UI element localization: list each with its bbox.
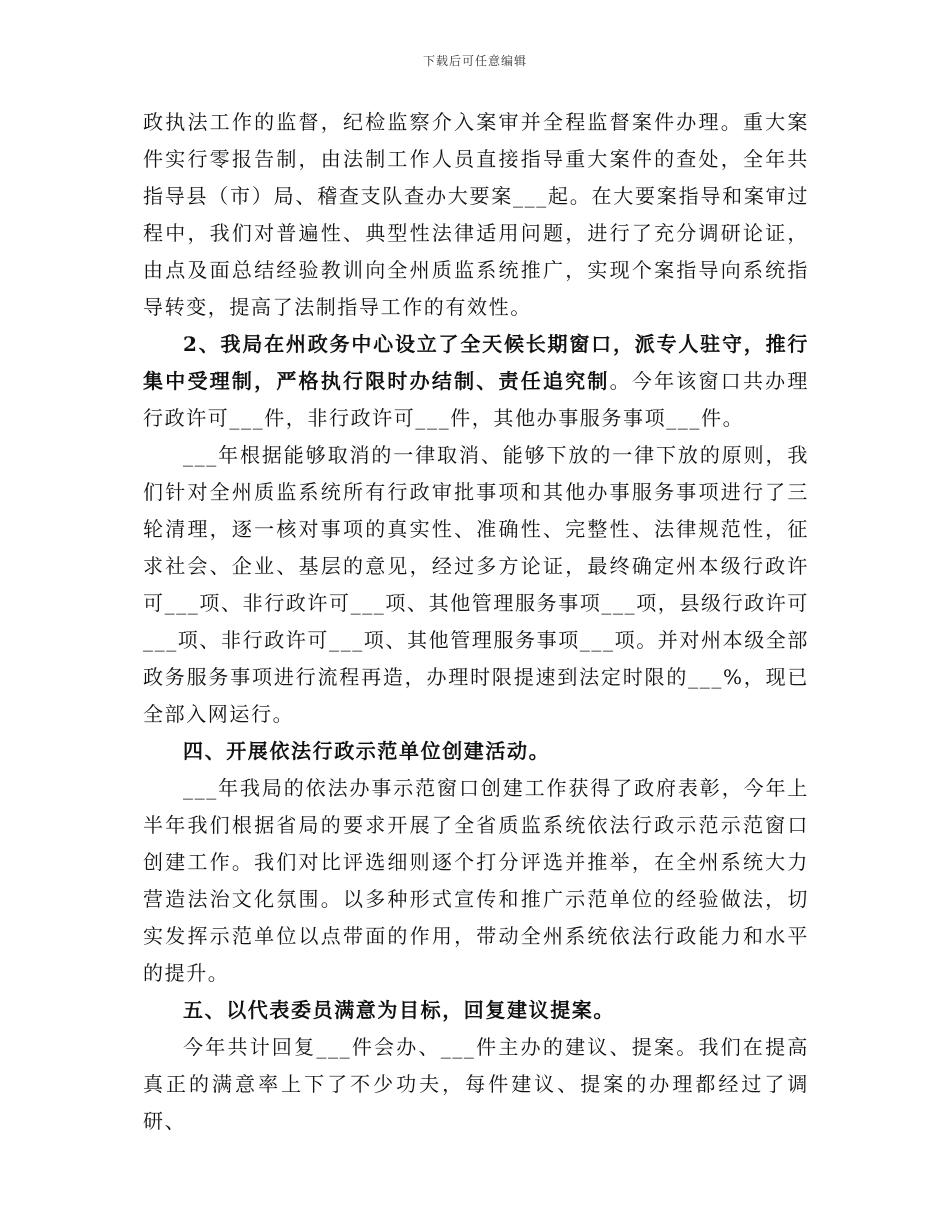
section-heading-five: 五、以代表委员满意为目标，回复建议提案。: [183, 998, 615, 1022]
paragraph-bold-lead: 2、我局在州政务中心设立了全天候长期窗口，派专人驻守，推行集中受理制，严格执行限时办结制、责任追究制: [143, 332, 809, 393]
paragraph-demo-unit: ___年我局的依法办事示范窗口创建工作获得了政府表彰，今年上半年我们根据省局的要求开展了全省质监系统依法行政示范示范窗口创建工作。我们对比评选细则逐个打分评选并推举，在全州系统大力营造法治文化氛围。以多种形式宣传和推广示范单位的经验做法，切实发挥示范单位以点带面的作用，带动全州系统依法行政能力和水平的提升。: [143, 776, 809, 985]
paragraph-continued: 政执法工作的监督，纪检监察介入案审并全程监督案件办理。重大案件实行零报告制，由法制工作人员直接指导重大案件的查处，全年共指导县（市）局、稽查支队查办大要案___起。在大要案指导和案审过程中，我们对普遍性、典型性法律适用问题，进行了充分调研论证，由点及面总结经验教训向全州质监系统推广，实现个案指导向系统指导转变，提高了法制指导工作的有效性。: [143, 110, 809, 319]
paragraph-proposals: 今年共计回复___件会办、___件主办的建议、提案。我们在提高真正的满意率上下了不少功夫，每件建议、提案的办理都经过了调研、: [143, 1035, 809, 1133]
page-header: 下载后可任意编辑: [422, 54, 527, 68]
paragraph-tail: 。今年该窗口共办理行政许可___件，非行政许可___件，其他办事服务事项___件。: [143, 369, 809, 430]
section-heading-four: 四、开展依法行政示范单位创建活动。: [183, 739, 551, 763]
paragraph-approval-cleanup: ___年根据能够取消的一律取消、能够下放的一律下放的原则，我们针对全州质监系统所有行政审批事项和其他办事服务事项进行了三轮清理，逐一核对事项的真实性、准确性、完整性、法律规范性，征求社会、企业、基层的意见，经过多方论证，最终确定州本级行政许可___项、非行政许可___项、其他管理服务事项___项，县级行政许可___项、非行政许可___项、其他管理服务事项___项。并对州本级全部政务服务事项进行流程再造，办理时限提速到法定时限的___%，现已全部入网运行。: [143, 443, 809, 726]
paragraph-window-service: [143, 326, 809, 437]
document-body: [143, 104, 809, 1140]
